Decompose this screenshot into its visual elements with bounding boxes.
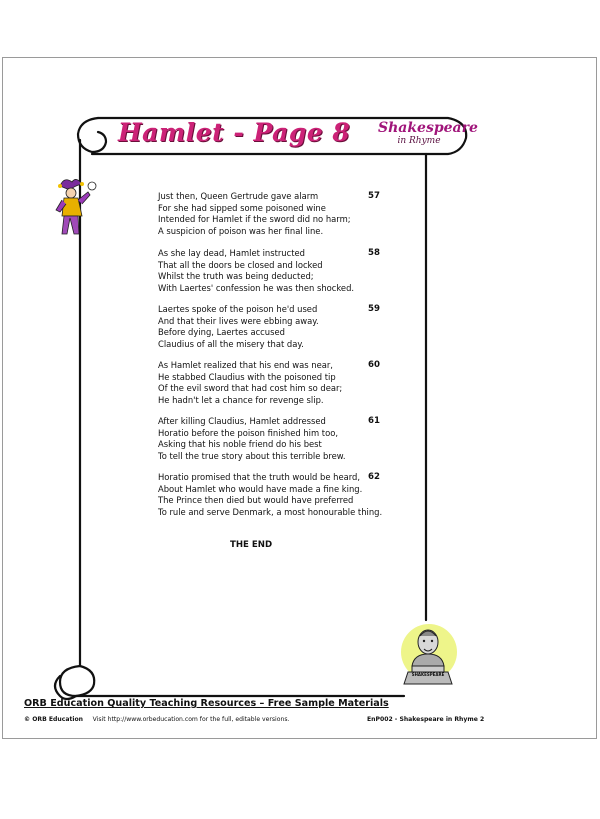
stanza-line: About Hamlet who would have made a fine king. [158, 483, 363, 494]
jester-icon [50, 176, 100, 240]
stanza-line: Horatio promised that the truth would be heard, [158, 472, 361, 482]
stanza-number: 61 [368, 416, 380, 426]
stanza-line: To tell the true story about this terrible brew. [158, 451, 346, 462]
page-title: Hamlet - Page 8 [118, 118, 351, 147]
stanza-line: Laertes spoke of the poison he'd used [158, 304, 318, 314]
stanza-60 [158, 360, 358, 407]
stanza-line: Claudius of all the misery that day. [158, 339, 304, 350]
stanza-number: 59 [368, 304, 380, 314]
stanza-line: He stabbed Claudius with the poisoned tip [158, 371, 336, 382]
footer-copyright: © ORB Education [24, 716, 83, 723]
stanza-number: 58 [368, 248, 380, 258]
shakespeare-bust-icon [398, 622, 460, 694]
stanza-line: After killing Claudius, Hamlet addressed [158, 416, 326, 426]
stanza-59 [158, 304, 358, 351]
stanza-line: The Prince then died but would have preferred [158, 495, 354, 506]
stanza-number: 57 [368, 191, 380, 201]
stanza-line: Just then, Queen Gertrude gave alarm [158, 191, 319, 201]
stanza-line: As Hamlet realized that his end was near, [158, 360, 333, 370]
stanza-line: To rule and serve Denmark, a most honourable thing. [158, 507, 383, 518]
stanza-line: He hadn't let a chance for revenge slip. [158, 395, 324, 406]
logo-line-1: Shakespeare [378, 120, 478, 136]
stanza-58 [158, 248, 358, 295]
stanza-line: And that their lives were ebbing away. [158, 315, 319, 326]
logo-line-2: in Rhyme [397, 136, 441, 146]
stanza-number: 62 [368, 472, 380, 482]
stanza-number: 60 [368, 360, 380, 370]
stanza-line: Of the evil sword that had cost him so dear; [158, 383, 343, 394]
stanza-57 [158, 191, 358, 238]
stanza-line: As she lay dead, Hamlet instructed [158, 248, 305, 258]
stanza-line: Horatio before the poison finished him too, [158, 427, 339, 438]
shakespeare-in-rhyme-logo [378, 120, 478, 154]
stanza-61 [158, 416, 358, 463]
stanza-line: Intended for Hamlet if the sword did no harm; [158, 214, 351, 225]
bust-label: SHAKESPEARE [411, 672, 445, 677]
the-end-label: THE END [230, 540, 273, 550]
footer-title: ORB Education Quality Teaching Resources – Free Sample Materials [24, 698, 389, 709]
stanza-line: Before dying, Laertes accused [158, 327, 285, 338]
stanza-line: With Laertes' confession he was then shocked. [158, 283, 355, 294]
stanza-line: Asking that his noble friend do his best [158, 439, 322, 450]
stanza-line: A suspicion of poison was her final line. [158, 226, 324, 237]
footer-left [24, 716, 289, 723]
stanza-line: That all the doors be closed and locked [158, 259, 323, 270]
footer-code: EnP002 - Shakespeare in Rhyme 2 [367, 716, 485, 723]
footer-visit-text: Visit http://www.orbeducation.com for the full, editable versions. [92, 716, 290, 723]
stanza-line: For she had sipped some poisoned wine [158, 202, 326, 213]
stanza-line: Whilst the truth was being deducted; [158, 271, 314, 282]
